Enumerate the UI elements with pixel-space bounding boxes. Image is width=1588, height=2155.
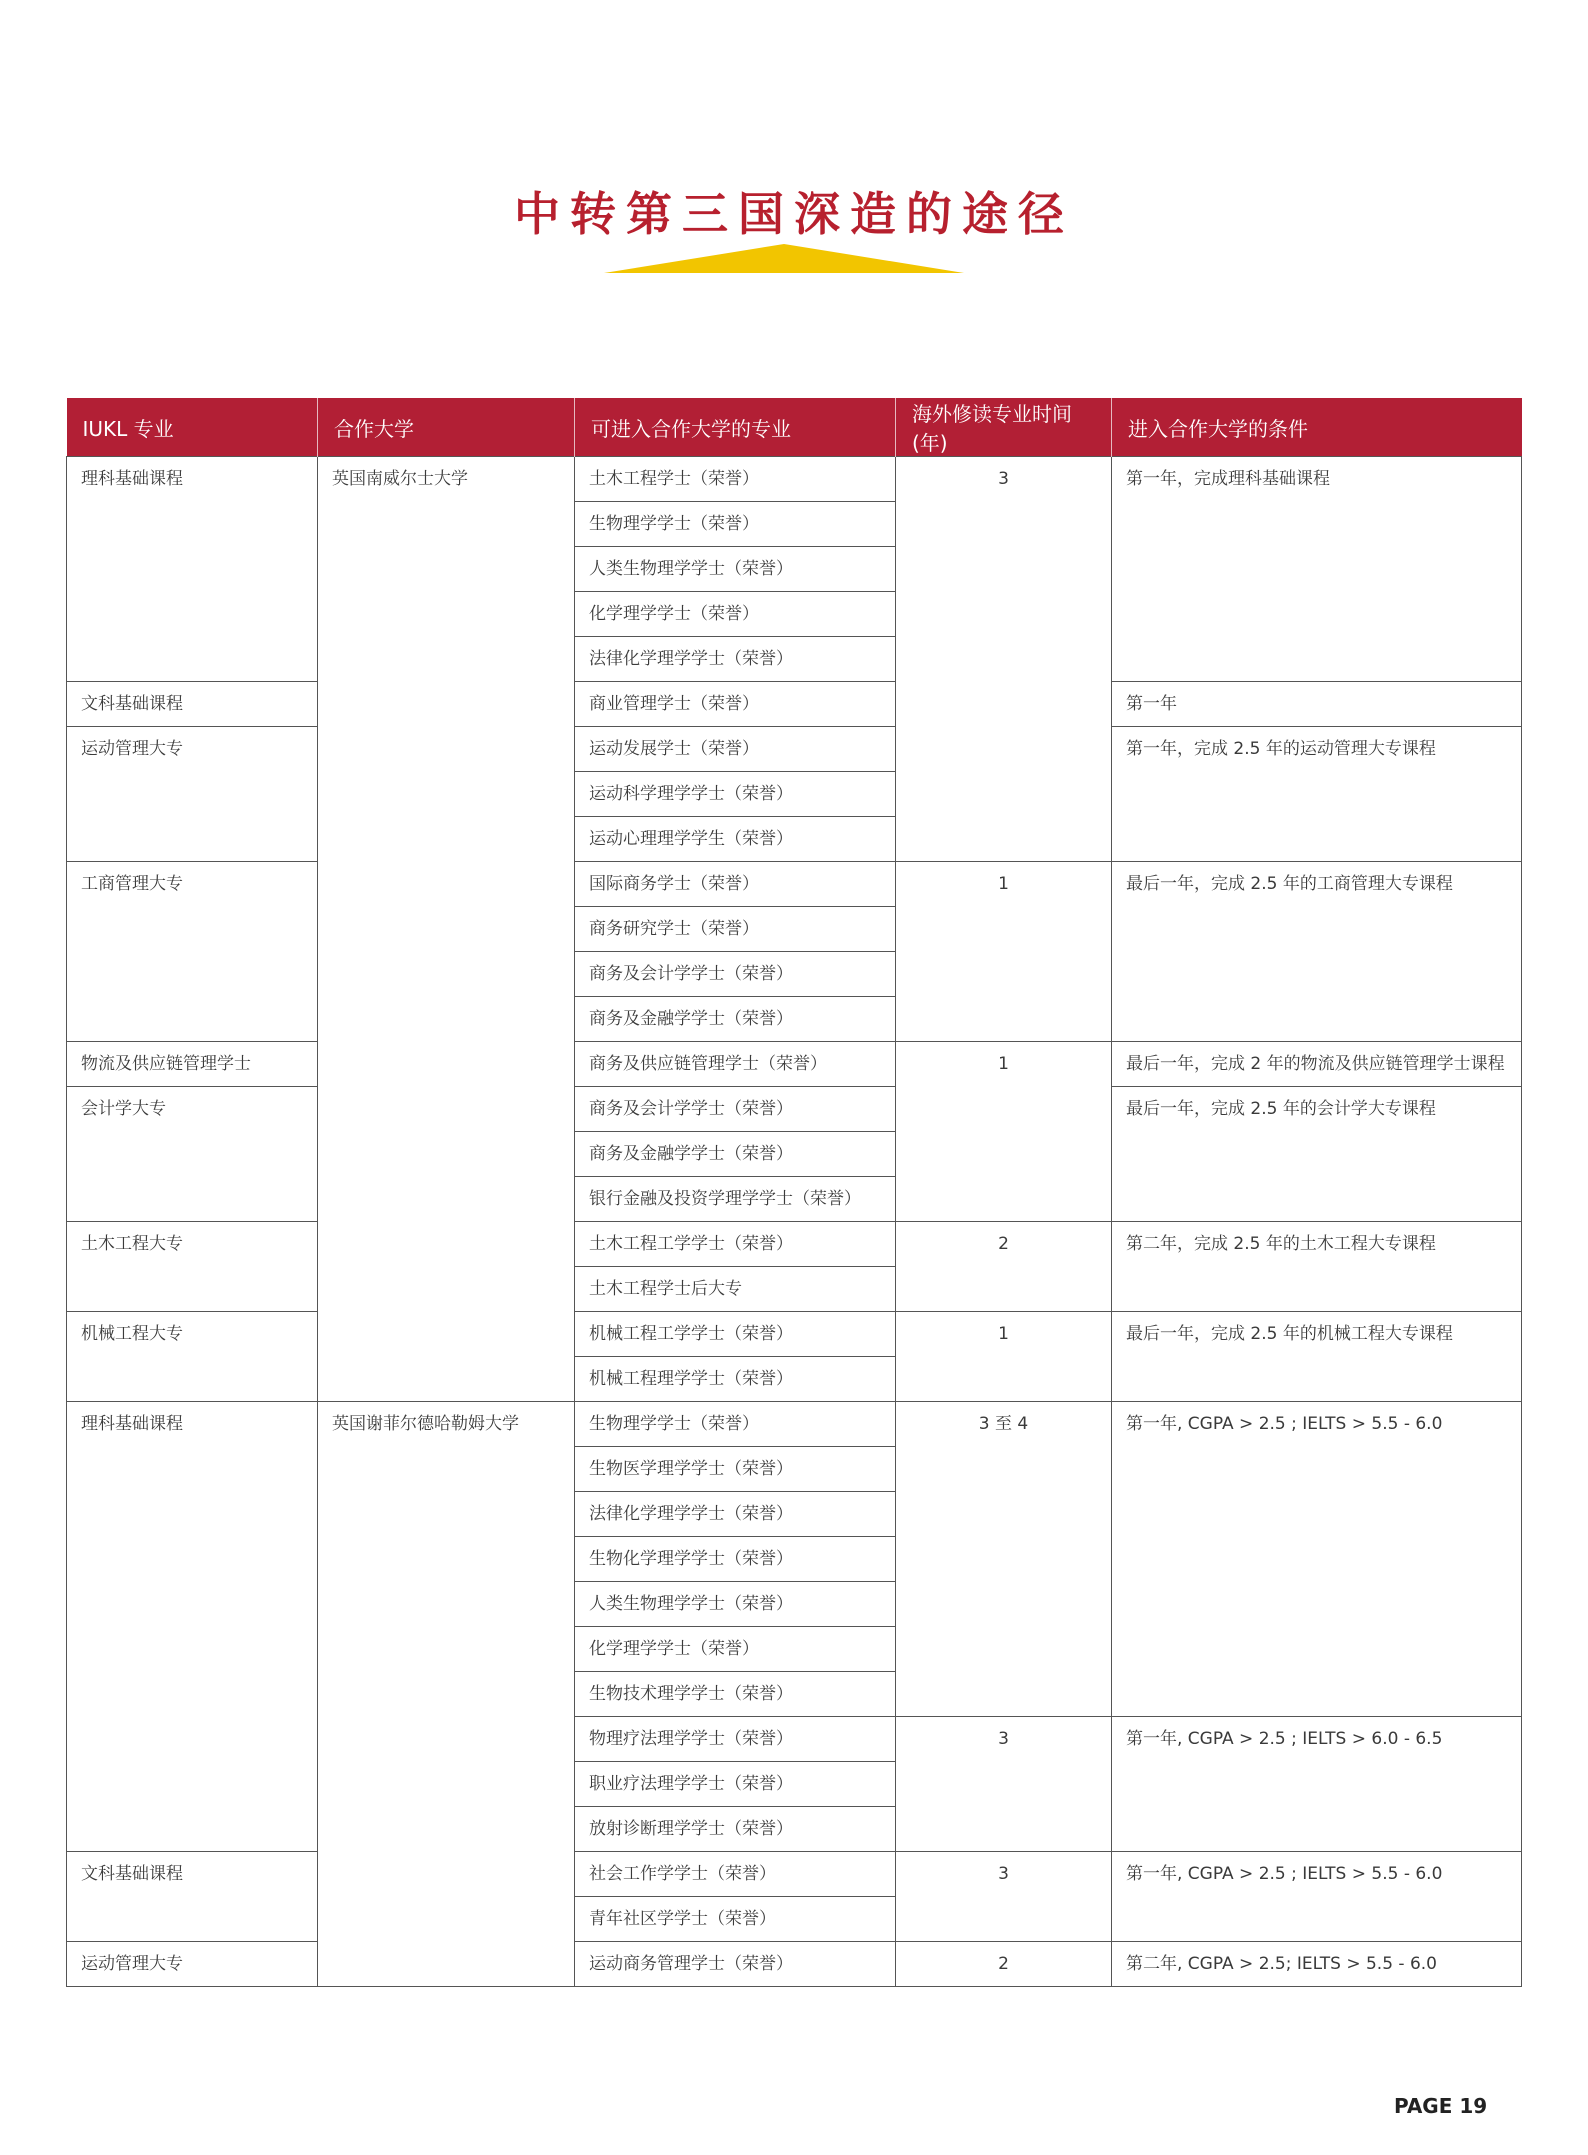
major-cell: 青年社区学学士（荣誉） [575, 1897, 896, 1942]
major-cell: 商务及金融学学士（荣誉） [575, 1132, 896, 1177]
major-cell: 生物技术理学学士（荣誉） [575, 1672, 896, 1717]
major-cell: 化学理学学士（荣誉） [575, 1627, 896, 1672]
header-iukl-program: IUKL 专业 [67, 398, 318, 457]
years-cell: 2 [896, 1222, 1112, 1312]
program-cell: 理科基础课程 [67, 1402, 318, 1852]
program-cell: 文科基础课程 [67, 1852, 318, 1942]
condition-cell: 第一年 [1112, 682, 1522, 727]
table-row [67, 1852, 1522, 1897]
major-cell: 运动发展学士（荣誉） [575, 727, 896, 772]
title-block [0, 178, 1588, 244]
major-cell: 运动科学理学学士（荣誉） [575, 772, 896, 817]
years-cell: 3 至 4 [896, 1402, 1112, 1717]
major-cell: 法律化学理学学士（荣誉） [575, 1492, 896, 1537]
major-cell: 人类生物理学学士（荣誉） [575, 1582, 896, 1627]
major-cell: 法律化学理学学士（荣誉） [575, 637, 896, 682]
major-cell: 社会工作学学士（荣誉） [575, 1852, 896, 1897]
condition-cell: 最后一年，完成 2.5 年的会计学大专课程 [1112, 1087, 1522, 1222]
table-row [67, 862, 1522, 907]
major-cell: 商业管理学士（荣誉） [575, 682, 896, 727]
pathway-table [66, 398, 1522, 1987]
program-cell: 物流及供应链管理学士 [67, 1042, 318, 1087]
university-cell: 英国南威尔士大学 [318, 457, 575, 1402]
years-cell: 1 [896, 1312, 1112, 1402]
major-cell: 土木工程工学学士（荣誉） [575, 1222, 896, 1267]
major-cell: 人类生物理学学士（荣誉） [575, 547, 896, 592]
condition-cell: 最后一年，完成 2.5 年的工商管理大专课程 [1112, 862, 1522, 1042]
years-cell: 3 [896, 1717, 1112, 1852]
condition-cell: 最后一年，完成 2 年的物流及供应链管理学士课程 [1112, 1042, 1522, 1087]
table-row [67, 727, 1522, 772]
major-cell: 机械工程理学学士（荣誉） [575, 1357, 896, 1402]
major-cell: 机械工程工学学士（荣誉） [575, 1312, 896, 1357]
program-cell: 理科基础课程 [67, 457, 318, 682]
major-cell: 商务及供应链管理学士（荣誉） [575, 1042, 896, 1087]
major-cell: 运动心理理学学生（荣誉） [575, 817, 896, 862]
table-row [67, 682, 1522, 727]
header-overseas-years: 海外修读专业时间(年) [896, 398, 1112, 457]
major-cell: 土木工程学士（荣誉） [575, 457, 896, 502]
major-cell: 运动商务管理学士（荣誉） [575, 1942, 896, 1987]
program-cell: 机械工程大专 [67, 1312, 318, 1402]
major-cell: 职业疗法理学学士（荣誉） [575, 1762, 896, 1807]
major-cell: 放射诊断理学学士（荣誉） [575, 1807, 896, 1852]
major-cell: 化学理学学士（荣誉） [575, 592, 896, 637]
years-cell: 1 [896, 1042, 1112, 1222]
table-row [67, 457, 1522, 502]
program-cell: 土木工程大专 [67, 1222, 318, 1312]
major-cell: 商务及会计学学士（荣誉） [575, 952, 896, 997]
major-cell: 生物化学理学学士（荣誉） [575, 1537, 896, 1582]
condition-cell: 最后一年，完成 2.5 年的机械工程大专课程 [1112, 1312, 1522, 1402]
header-entry-condition: 进入合作大学的条件 [1112, 398, 1522, 457]
major-cell: 商务及会计学学士（荣誉） [575, 1087, 896, 1132]
title-underline-accent [604, 244, 964, 276]
program-cell: 运动管理大专 [67, 727, 318, 862]
major-cell: 物理疗法理学学士（荣誉） [575, 1717, 896, 1762]
table-row [67, 1402, 1522, 1447]
university-cell: 英国谢菲尔德哈勒姆大学 [318, 1402, 575, 1987]
condition-cell: 第一年, CGPA > 2.5 ; IELTS > 6.0 - 6.5 [1112, 1717, 1522, 1852]
condition-cell: 第一年, CGPA > 2.5 ; IELTS > 5.5 - 6.0 [1112, 1402, 1522, 1717]
header-available-major: 可进入合作大学的专业 [575, 398, 896, 457]
program-cell: 文科基础课程 [67, 682, 318, 727]
page-number: PAGE 19 [1394, 2094, 1488, 2118]
major-cell: 生物理学学士（荣誉） [575, 1402, 896, 1447]
header-partner-university: 合作大学 [318, 398, 575, 457]
condition-cell: 第一年, CGPA > 2.5 ; IELTS > 5.5 - 6.0 [1112, 1852, 1522, 1942]
table-row [67, 1312, 1522, 1357]
table-header-row [67, 398, 1522, 457]
program-cell: 运动管理大专 [67, 1942, 318, 1987]
table-row [67, 1222, 1522, 1267]
major-cell: 商务研究学士（荣誉） [575, 907, 896, 952]
program-cell: 工商管理大专 [67, 862, 318, 1042]
condition-cell: 第一年，完成理科基础课程 [1112, 457, 1522, 682]
years-cell: 3 [896, 457, 1112, 862]
years-cell: 2 [896, 1942, 1112, 1987]
program-cell: 会计学大专 [67, 1087, 318, 1222]
major-cell: 商务及金融学学士（荣誉） [575, 997, 896, 1042]
major-cell: 国际商务学士（荣誉） [575, 862, 896, 907]
table-row [67, 1042, 1522, 1087]
years-cell: 1 [896, 862, 1112, 1042]
major-cell: 土木工程学士后大专 [575, 1267, 896, 1312]
condition-cell: 第二年, CGPA > 2.5; IELTS > 5.5 - 6.0 [1112, 1942, 1522, 1987]
major-cell: 生物理学学士（荣誉） [575, 502, 896, 547]
table-row [67, 1087, 1522, 1132]
table-row [67, 1942, 1522, 1987]
years-cell: 3 [896, 1852, 1112, 1942]
condition-cell: 第一年，完成 2.5 年的运动管理大专课程 [1112, 727, 1522, 862]
major-cell: 银行金融及投资学理学学士（荣誉） [575, 1177, 896, 1222]
major-cell: 生物医学理学学士（荣誉） [575, 1447, 896, 1492]
page-title: 中转第三国深造的途径 [514, 187, 1074, 241]
condition-cell: 第二年，完成 2.5 年的土木工程大专课程 [1112, 1222, 1522, 1312]
